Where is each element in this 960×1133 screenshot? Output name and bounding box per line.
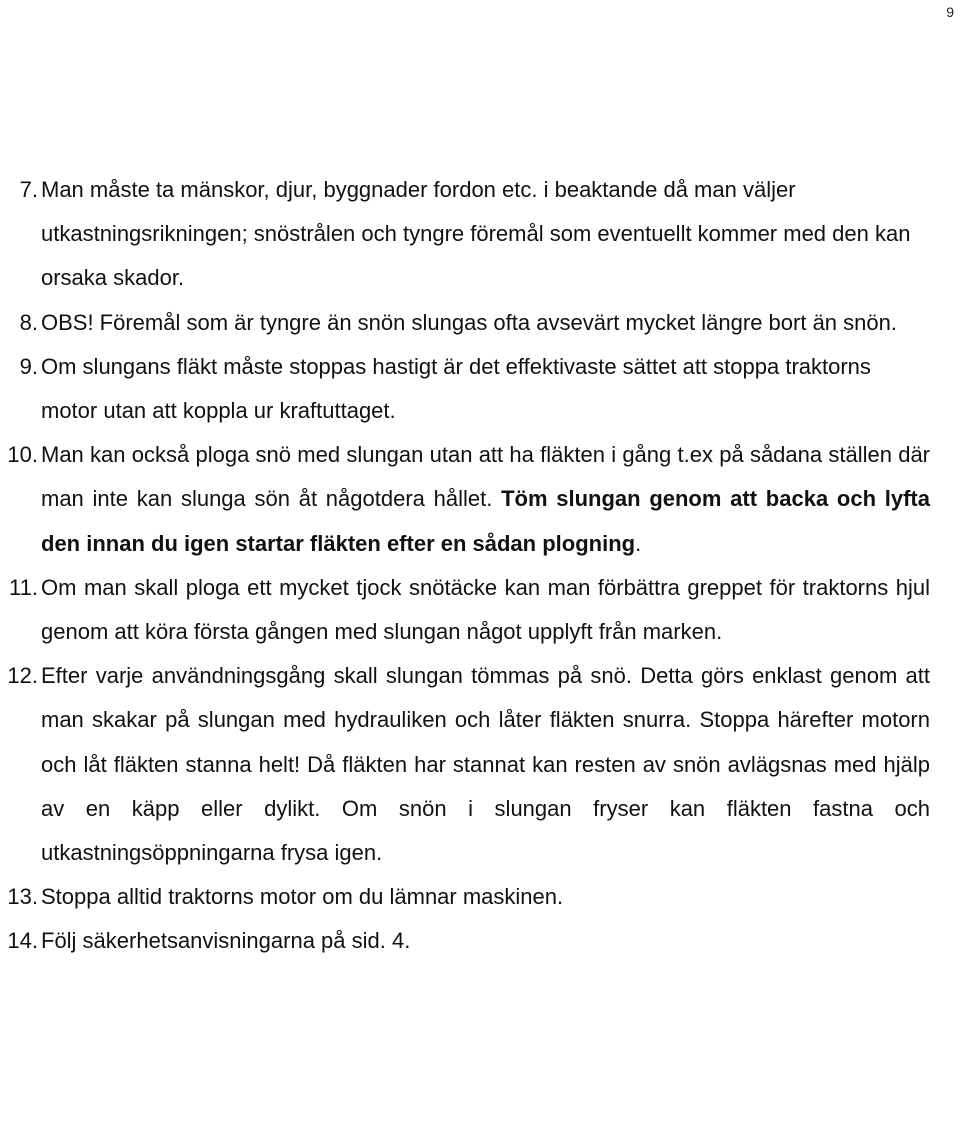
list-item — [0, 875, 960, 919]
list-item-text: Stoppa alltid traktorns motor om du lämnar maskinen. — [41, 884, 564, 910]
list-item-number: 11. — [9, 574, 38, 600]
list-item-number: 7. — [19, 177, 38, 202]
list-item — [0, 301, 960, 345]
list-item — [0, 919, 960, 963]
list-item — [0, 433, 960, 566]
list-item-text: OBS! Föremål som är tyngre än snön slungas ofta avsevärt mycket längre bort än snön. — [41, 309, 897, 335]
list-item-number: 12. — [7, 663, 38, 689]
list-item — [0, 654, 960, 875]
list-item-text: Man måste ta mänskor, djur, byggnader fordon etc. i beaktande då man väljer utkastningsrikningen; snöstrålen och tyngre föremål som eventuellt kommer med den kan orsaka skador. — [41, 177, 911, 291]
list-item-number: 9. — [19, 353, 38, 379]
list-item — [0, 168, 960, 301]
page-number: 9 — [946, 4, 954, 20]
list-item-text: Om slungans fläkt måste stoppas hastigt är det effektivaste sättet att stoppa traktorns motor utan att koppla ur kraftuttaget. — [41, 353, 871, 424]
instruction-list — [0, 168, 960, 964]
list-item-number: 8. — [19, 309, 38, 335]
list-item-text: Efter varje användningsgång skall slungan tömmas på snö. Detta görs enklast genom att man skakar på slungan med hydrauliken och låter fläkten snurra. Stoppa härefter motorn och låt fläkten stanna helt! Då fläkten har stannat kan resten av snön avlägsnas med hjälp av en käpp eller dylikt. Om snön i slungan fryser kan fläkten fastna och utkastningsöppningarna frysa igen. — [41, 663, 930, 866]
list-item-text: Om man skall ploga ett mycket tjock snötäcke kan man förbättra greppet för traktorns hjul genom att köra första gången med slungan något upplyft från marken. — [41, 574, 930, 645]
list-item-punctuation: . — [635, 530, 642, 556]
list-item-bold-text: Töm slungan genom att backa och lyfta den innan du igen startar fläkten efter en sådan plogning — [41, 486, 930, 556]
list-item-number: 10. — [7, 442, 38, 468]
list-item-number: 13. — [7, 884, 38, 910]
list-item — [0, 566, 960, 654]
list-item — [0, 345, 960, 433]
list-item-text: Följ säkerhetsanvisningarna på sid. 4. — [41, 928, 411, 954]
list-item-number: 14. — [7, 928, 38, 954]
list-item-text: Man kan också ploga snö med slungan utan att ha fläkten i gång t.ex på sådana ställen där man inte kan slunga sön åt någotdera hållet. — [41, 442, 930, 512]
